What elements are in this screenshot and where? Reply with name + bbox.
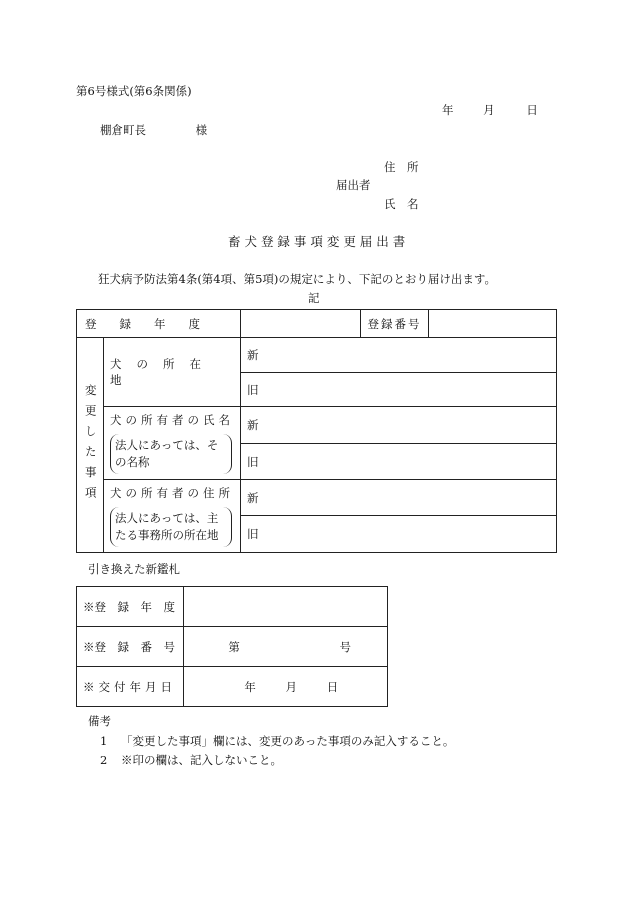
submitter-label: 届出者: [336, 178, 371, 192]
owner-name-note: 法人にあっては、その名称: [110, 434, 232, 473]
addressee-name: 棚倉町長: [100, 123, 146, 137]
changed-items-label: 変更した事項: [77, 338, 104, 553]
registration-number-label: 登録番号: [360, 310, 429, 338]
remarks-item: 2 ※印の欄は、記入しないこと。: [100, 753, 282, 767]
dog-location-old[interactable]: 旧: [240, 373, 556, 407]
owner-name-label: 犬の所有者の氏名 法人にあっては、その名称: [103, 407, 240, 480]
submitter-address-label: 住 所: [384, 160, 419, 174]
document-title: 畜 犬 登 録 事 項 変 更 届 出 書: [228, 234, 406, 249]
owner-name-old[interactable]: 旧: [240, 444, 556, 480]
remarks-heading: 備考: [88, 714, 111, 728]
owner-address-note: 法人にあっては、主たる事務所の所在地: [110, 507, 232, 546]
tag-table: [76, 586, 388, 707]
dog-location-new[interactable]: 新: [240, 338, 556, 373]
dog-location-label: 犬の所在地: [103, 338, 240, 407]
tag-year-label: ※登 録 年 度: [77, 587, 184, 627]
tag-year-field[interactable]: [184, 587, 388, 627]
date-year: 年: [442, 103, 454, 117]
registration-number-field[interactable]: [429, 310, 557, 338]
date-day: 日: [526, 103, 538, 117]
registration-year-field[interactable]: [240, 310, 360, 338]
addressee: [100, 125, 207, 137]
owner-address-new[interactable]: 新: [240, 480, 556, 516]
addressee-honorific: 様: [195, 123, 208, 137]
owner-address-old[interactable]: 旧: [240, 516, 556, 553]
body-text: 狂犬病予防法第4条(第4項、第5項)の規定により、下記のとおり届け出ます。: [98, 272, 496, 286]
date-line: [442, 105, 538, 117]
remarks-item: 1 「変更した事項」欄には、変更のあった事項のみ記入すること。: [100, 734, 455, 748]
form-number: 第6号様式(第6条関係): [76, 84, 192, 98]
tag-number-field[interactable]: 第 号: [184, 627, 388, 667]
submitter-name-label: 氏 名: [384, 197, 419, 211]
date-month: 月: [483, 103, 495, 117]
tag-issue-date-label: ※交付年月日: [77, 667, 184, 707]
ki-label: 記: [308, 291, 320, 305]
tag-number-label: ※登 録 番 号: [77, 627, 184, 667]
owner-address-label: 犬の所有者の住所 法人にあっては、主たる事務所の所在地: [103, 480, 240, 553]
new-tag-heading: 引き換えた新鑑札: [88, 562, 180, 576]
main-table: [76, 309, 557, 553]
registration-year-label: 登 録 年 度: [77, 310, 241, 338]
tag-issue-date-field[interactable]: 年 月 日: [184, 667, 388, 707]
owner-name-new[interactable]: 新: [240, 407, 556, 444]
